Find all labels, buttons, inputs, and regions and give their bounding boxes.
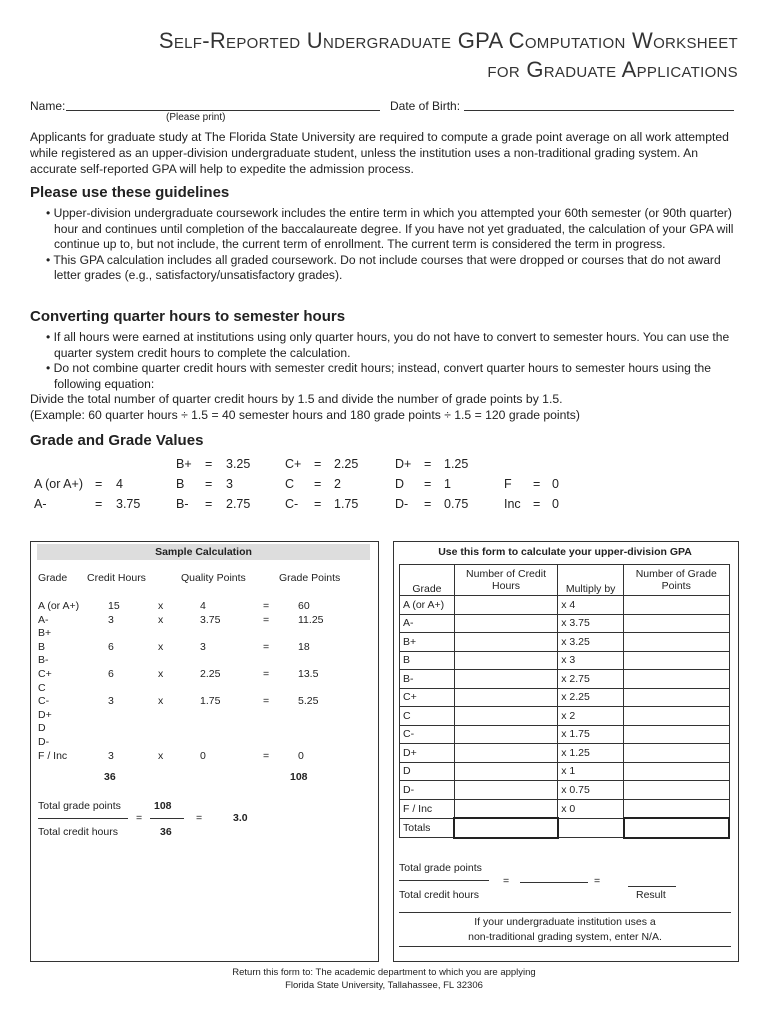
sample-total-hours: 36 [104,771,116,783]
sample-cell: 3 [108,749,114,762]
form-equals: = [503,875,510,887]
form-totals-label: Totals [400,818,455,838]
grade-value-cell: 0 [552,477,559,491]
sample-col-grade-points: Grade Points [279,572,341,584]
sample-cell: 15 [108,600,120,612]
sample-cell: = [263,668,270,680]
grade-value-cell: = [533,477,541,491]
sample-cell: = [263,749,270,762]
conversion-example: (Example: 60 quarter hours ÷ 1.5 = 40 semester hours and 180 grade points ÷ 1.5 = 120 grade points) [30,408,580,422]
form-grade-points-input[interactable] [624,707,729,726]
form-row [400,670,730,689]
footer-return-line: Return this form to: The academic department to which you are applying [232,967,536,978]
form-divider [399,912,731,913]
form-multiplier: x 1 [558,762,624,781]
sample-grade-label: B [38,640,46,653]
sample-cell: 6 [108,640,114,653]
page-title: Self-Reported Undergraduate GPA Computation Worksheet [158,28,738,53]
converting-bullet: • Do not combine quarter credit hours with semester credit hours; instead, convert quarter hours to semester hours using the following equation: [46,361,712,391]
grade-value-cell: C- [285,497,299,511]
name-field[interactable] [66,110,380,111]
sample-cell: 3 [108,695,114,708]
sample-grade-label: D- [38,736,50,748]
form-row [400,799,730,818]
form-credit-hours-input[interactable] [454,781,557,800]
form-multiplier: x 3.75 [558,614,624,633]
form-col-multiply: Multiply by [558,565,624,596]
form-credit-hours-input[interactable] [454,633,557,652]
sample-col-quality-points: Quality Points [181,572,246,584]
form-grade-label: A (or A+) [400,596,455,615]
form-gpa-entry-line[interactable] [520,882,588,883]
guideline-bullet: • Upper-division undergraduate coursework includes the entire term in which you attempted your 60th semester (or 90th quarter) hour and continues until completion of the baccalaureate degree. If you have not yet graduated, the calculation of your GPA will continue up to, but not include, the current term of enrollment. The current term is considered the term in progress. [46,206,734,252]
sample-cell: 18 [298,640,310,653]
form-grade-label: C- [400,725,455,744]
form-row [400,744,730,763]
dob-field[interactable] [464,110,734,111]
form-multiplier: x 3 [558,651,624,670]
converting-heading: Converting quarter hours to semester hours [30,308,346,325]
sample-cell: 3 [200,640,206,653]
sample-tgp-label: Total grade points [38,800,121,812]
form-grade-points-input[interactable] [624,670,729,689]
form-credit-hours-input[interactable] [454,799,557,818]
grade-value-cell: = [424,477,432,491]
form-multiplier: x 4 [558,596,624,615]
form-grade-points-input[interactable] [624,614,729,633]
grade-value-cell: 1.75 [334,497,359,511]
sample-equals: = [196,812,203,824]
form-grade-label: B [400,651,455,670]
footer-address-line: Florida State University, Tallahassee, FL 32306 [285,980,483,991]
sample-grade-label: A- [38,613,49,626]
sample-cell: 2.25 [200,668,221,680]
grade-value-cell: 4 [116,477,123,491]
form-credit-hours-input[interactable] [454,744,557,763]
converting-bullet: • If all hours were earned at institutions using only quarter hours, you do not have to convert to semester hours. You can use the quarter system credit hours to complete the calculation. [46,330,730,360]
form-credit-hours-input[interactable] [454,670,557,689]
form-grade-label: D- [400,781,455,800]
grade-value-cell: 3 [226,477,233,491]
guidelines-list [40,206,740,284]
sample-cell: 6 [108,668,114,680]
form-credit-hours-input[interactable] [454,596,557,615]
sample-grade-label: C [38,681,46,694]
grade-value-cell: C+ [285,457,302,471]
sample-cell: x [158,749,164,762]
form-row [400,725,730,744]
sample-cell: 3 [108,613,114,626]
form-multiplier: x 1.75 [558,725,624,744]
grade-value-cell: = [314,497,322,511]
grade-value-cell: 3.75 [116,497,141,511]
sample-cell: 1.75 [200,695,221,708]
form-credit-hours-input[interactable] [454,651,557,670]
sample-equals: = [136,812,143,824]
sample-cell: x [158,695,164,708]
grade-value-cell: 0 [552,497,559,511]
form-grade-points-input[interactable] [624,762,729,781]
form-row [400,781,730,800]
form-result-label: Result [636,889,666,901]
grade-value-cell: = [424,497,432,511]
sample-grade-label: C- [38,695,50,708]
form-multiplier: x 2 [558,707,624,726]
grade-value-cell: = [314,477,322,491]
form-multiplier: x 3.25 [558,633,624,652]
form-multiplier: x 2.75 [558,670,624,689]
form-col-grade: Grade [400,565,455,596]
grade-value-cell: = [533,497,541,511]
sample-grade-label: D [38,722,46,735]
sample-cell: = [263,640,270,653]
form-multiplier: x 0.75 [558,781,624,800]
sample-grade-label: F / Inc [38,749,68,762]
sample-heading: Sample Calculation [37,544,370,560]
grade-value-cell: = [424,457,432,471]
form-heading: Use this form to calculate your upper-division GPA [399,544,731,560]
form-grade-points-input[interactable] [624,651,729,670]
sample-cell: x [158,668,164,680]
guideline-bullet: • This GPA calculation includes all graded coursework. Do not include courses that were dropped or courses that do not award letter grades (e.g., satisfactory/unsatisfactory grades). [46,252,721,283]
form-credit-hours-input[interactable] [454,762,557,781]
form-note-line1: If your undergraduate institution uses a [474,916,656,928]
form-row [400,633,730,652]
grade-value-cell: = [205,457,213,471]
grade-value-cell: D- [395,497,409,511]
form-grade-label: B- [400,670,455,689]
conversion-instruction: Divide the total number of quarter credit hours by 1.5 and divide the number of grade points by 1.5. [30,392,563,406]
sample-cell: 3.75 [200,613,221,626]
form-total-grade-points[interactable] [624,818,729,838]
form-multiplier: x 0 [558,799,624,818]
sample-cell: 60 [298,600,310,612]
form-grade-label: A- [400,614,455,633]
form-grade-points-input[interactable] [624,596,729,615]
form-equals: = [594,875,601,887]
sample-cell: 0 [298,749,304,762]
form-row [400,762,730,781]
form-row [400,651,730,670]
sample-cell: 13.5 [298,668,319,680]
sample-result: 3.0 [233,812,248,824]
gpa-form-table [399,564,730,839]
form-fraction-line [399,880,489,881]
sample-grade-label: A (or A+) [38,600,80,612]
sample-cell: = [263,600,270,612]
form-grade-points-input[interactable] [624,744,729,763]
form-grade-label: F / Inc [400,799,455,818]
sample-grade-label: B- [38,654,49,667]
sample-fraction-line [150,818,184,819]
form-grade-points-input[interactable] [624,633,729,652]
form-total-credit-hours[interactable] [454,818,557,838]
form-col-points: Number of Grade Points [624,565,729,596]
form-grade-label: D+ [400,744,455,763]
grade-value-cell: B+ [176,457,192,471]
page-subtitle: for Graduate Applications [487,57,738,82]
form-multiplier: x 1.25 [558,744,624,763]
sample-tgp-value: 108 [154,800,172,812]
form-grade-label: C+ [400,688,455,707]
grade-value-cell: = [205,477,213,491]
sample-col-grade: Grade [38,572,68,584]
sample-cell: = [263,695,270,708]
form-grade-label: B+ [400,633,455,652]
sample-tch-label: Total credit hours [38,826,118,838]
grade-value-cell: F [504,477,512,491]
name-label: Name: [30,99,66,113]
form-col-credit: Number of Credit Hours [454,565,557,596]
grade-value-cell: 2 [334,477,341,491]
grade-value-cell: C [285,477,295,491]
form-grade-points-input[interactable] [624,799,729,818]
grade-value-cell: B- [176,497,189,511]
grade-value-cell: 1.25 [444,457,469,471]
form-credit-hours-input[interactable] [454,725,557,744]
form-grade-label: C [400,707,455,726]
form-credit-hours-input[interactable] [454,614,557,633]
grade-value-cell: = [95,477,103,491]
grade-value-cell: = [95,497,103,511]
form-tgp-label: Total grade points [399,862,482,874]
form-multiplier: x 2.25 [558,688,624,707]
grade-values-heading: Grade and Grade Values [30,432,204,449]
grade-value-cell: A- [34,497,47,511]
form-row [400,707,730,726]
sample-cell: 0 [200,749,206,762]
grade-value-cell: = [314,457,322,471]
grade-value-cell: B [176,477,185,491]
grade-value-cell: 3.25 [226,457,251,471]
grade-value-cell: 2.25 [334,457,359,471]
intro-paragraph: Applicants for graduate study at The Florida State University are required to compute a grade point average on all work attempted while registered as an upper-division undergraduate student, unless the institution uses a non-traditional grading system. An accurate self-reported GPA will help to expedite the admission process. [30,130,729,176]
sample-cell: x [158,613,164,626]
form-row [400,614,730,633]
form-note-line2: non-traditional grading system, enter N/A. [468,931,662,943]
converting-list [40,330,740,392]
grade-value-cell: Inc [504,497,521,511]
grade-value-cell: A (or A+) [34,477,83,491]
form-grade-points-input[interactable] [624,725,729,744]
sample-tch-value: 36 [160,826,172,838]
sample-cell: 5.25 [298,695,319,708]
sample-cell: 11.25 [298,613,324,626]
form-tch-label: Total credit hours [399,889,479,901]
form-credit-hours-input[interactable] [454,688,557,707]
dob-label: Date of Birth: [390,99,461,113]
sample-grade-label: B+ [38,627,52,640]
sample-fraction-line [38,818,128,819]
sample-col-credit-hours: Credit Hours [87,572,146,584]
form-credit-hours-input[interactable] [454,707,557,726]
sample-cell: x [158,600,164,612]
form-row [400,688,730,707]
sample-grade-label: C+ [38,668,52,680]
please-print-note: (Please print) [166,112,226,123]
grade-value-cell: 0.75 [444,497,469,511]
form-grade-points-input[interactable] [624,688,729,707]
grade-value-cell: = [205,497,213,511]
grade-value-cell: 2.75 [226,497,251,511]
form-totals-spacer [558,818,624,838]
grade-value-cell: D+ [395,457,412,471]
guidelines-heading: Please use these guidelines [30,184,230,201]
grade-value-cell: D [395,477,405,491]
form-result-line[interactable] [628,886,676,887]
grade-value-cell: 1 [444,477,451,491]
form-divider [399,946,731,947]
sample-total-points: 108 [290,771,308,783]
form-grade-points-input[interactable] [624,781,729,800]
form-row [400,596,730,615]
sample-grade-label: D+ [38,708,52,721]
sample-cell: x [158,640,164,653]
form-grade-label: D [400,762,455,781]
sample-cell: = [263,613,270,626]
sample-cell: 4 [200,600,206,612]
